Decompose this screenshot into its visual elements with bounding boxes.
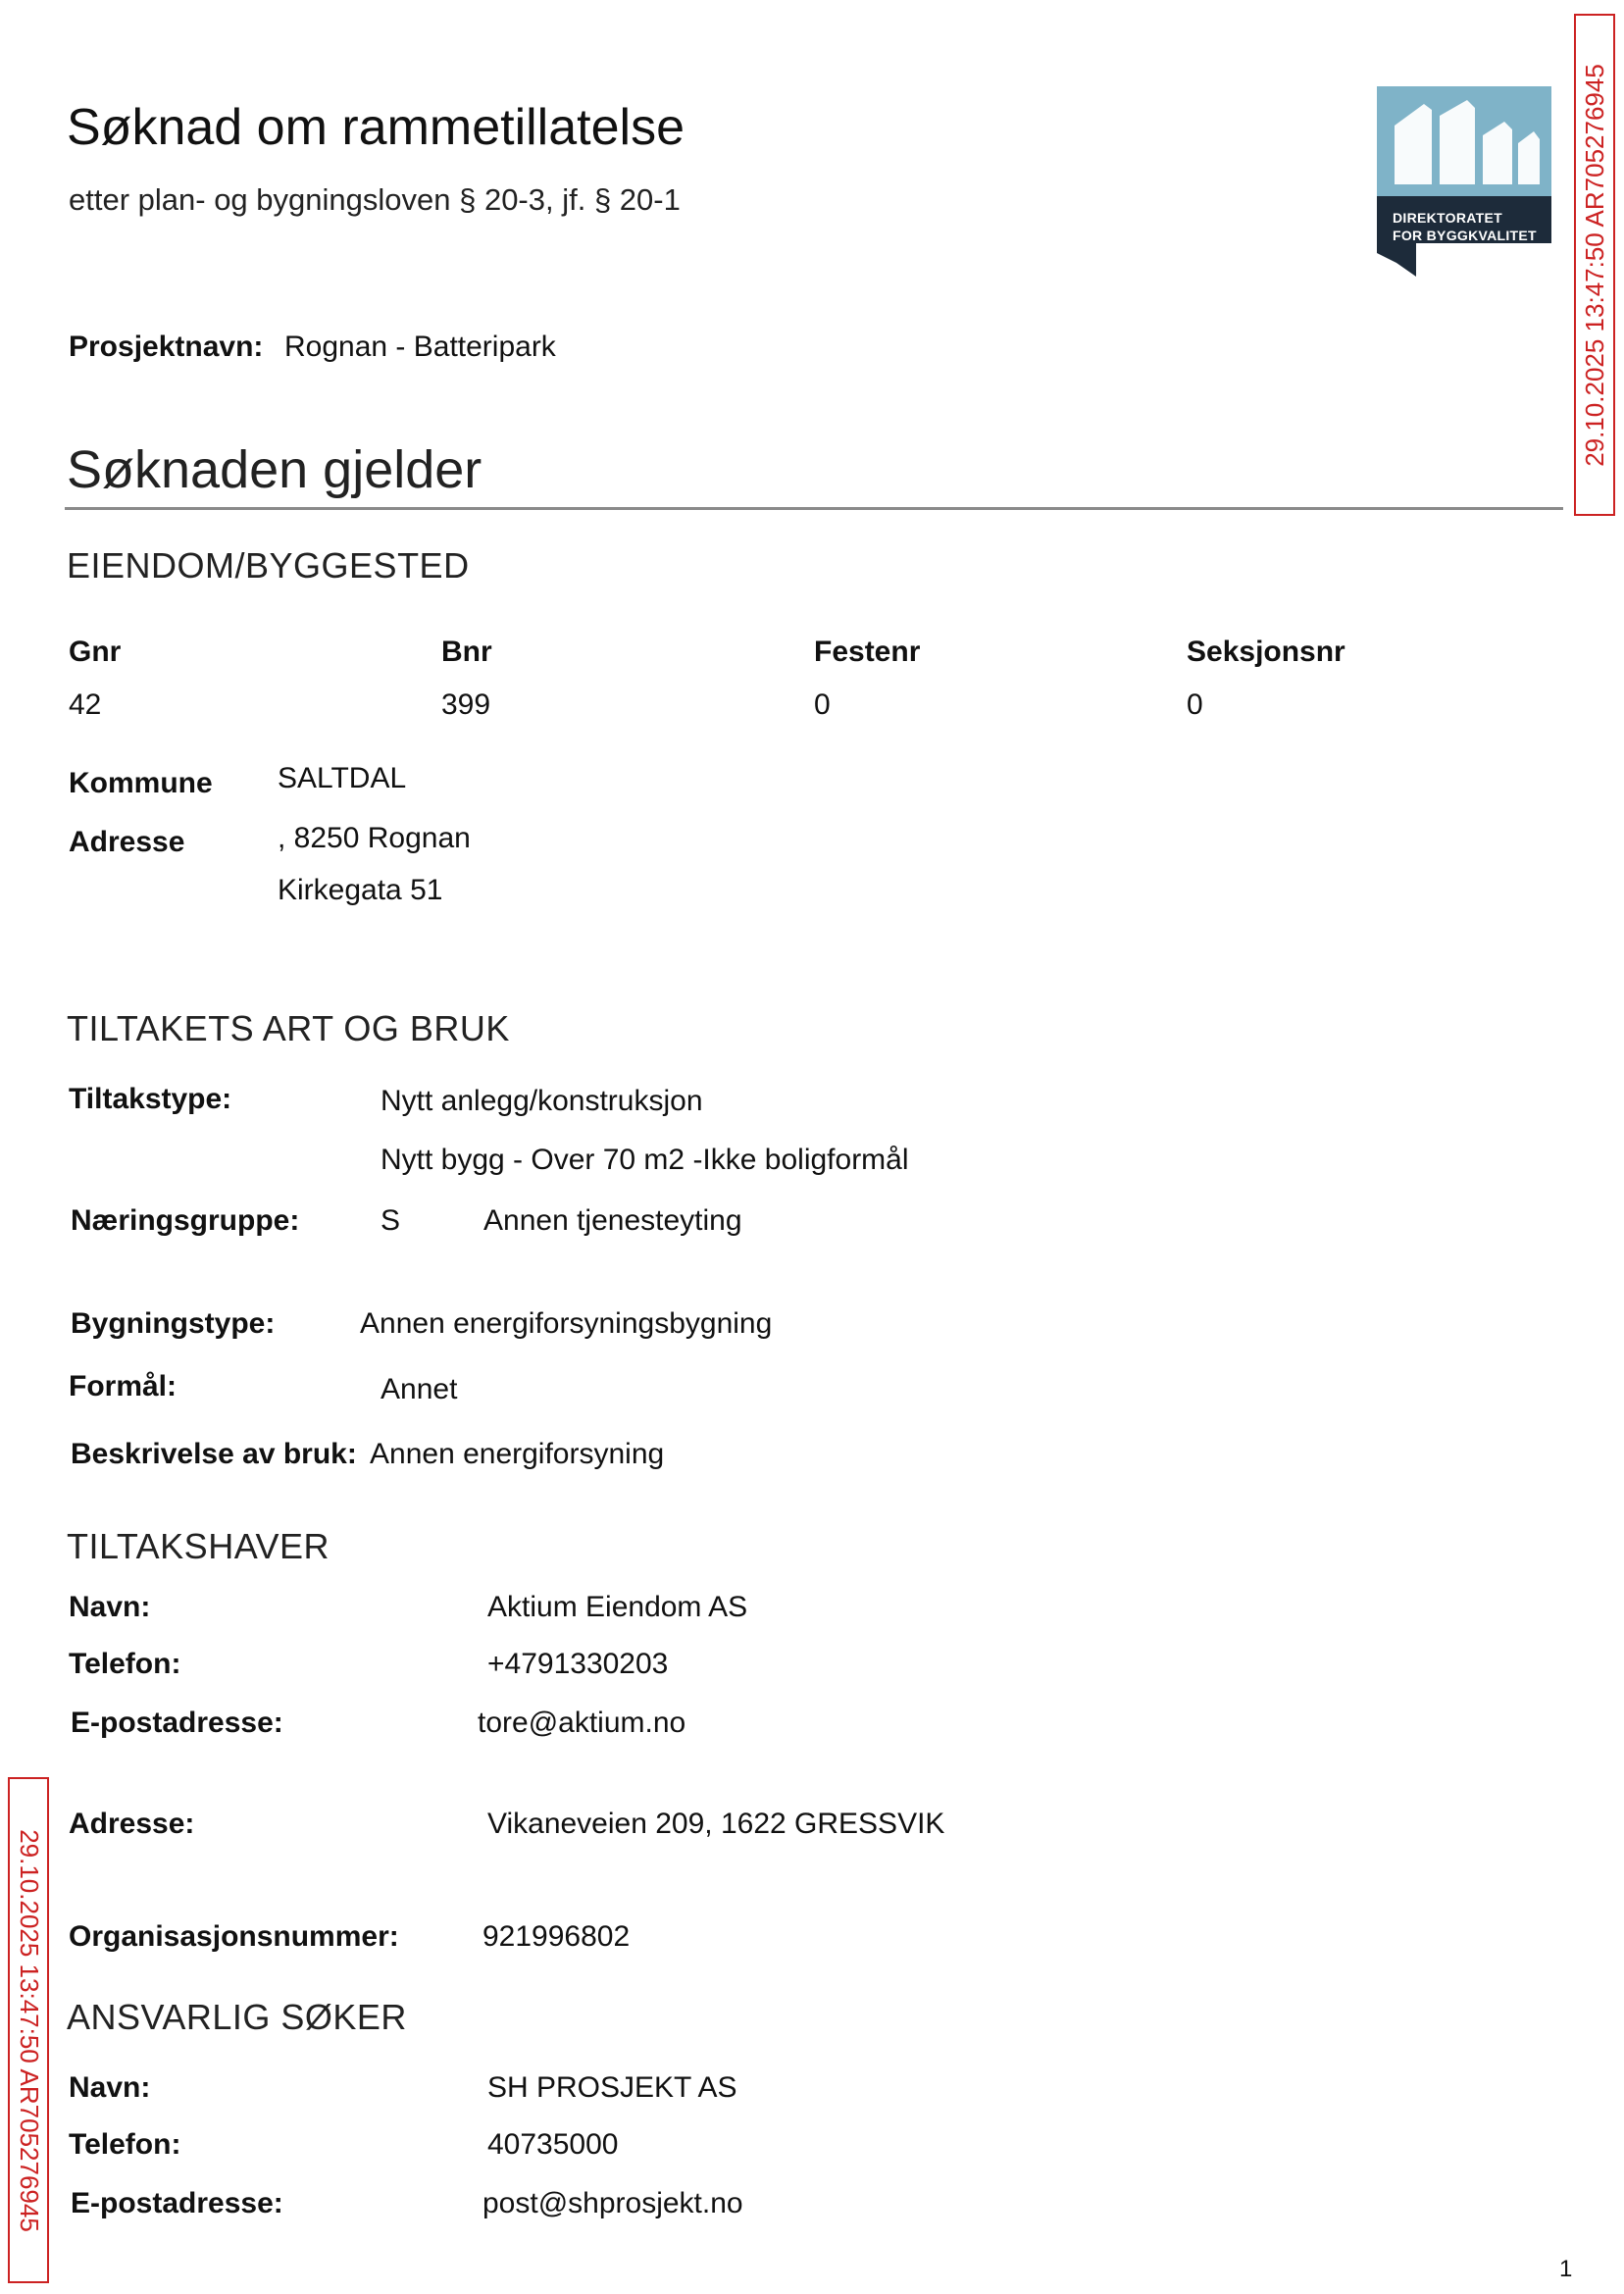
project-name-value: Rognan - Batteripark <box>284 331 556 363</box>
kommune-label: Kommune <box>69 767 213 799</box>
logo-text-line2: FOR BYGGKVALITET <box>1393 228 1537 243</box>
beskrivelse-value: Annen energiforsyning <box>370 1438 665 1470</box>
date-stamp-right <box>1574 14 1615 516</box>
bnr-value: 399 <box>441 688 491 721</box>
document-subtitle: etter plan- og bygningsloven § 20-3, jf. § 20-1 <box>69 182 681 217</box>
seksjonsnr-label: Seksjonsnr <box>1187 636 1345 668</box>
kommune-value: SALTDAL <box>278 762 407 794</box>
owner-address-label: Adresse: <box>69 1808 195 1840</box>
formal-label: Formål: <box>69 1370 178 1402</box>
applicant-email-label: E-postadresse: <box>71 2187 283 2219</box>
tiltakstype-value-1: Nytt anlegg/konstruksjon <box>381 1085 703 1117</box>
owner-name-value: Aktium Eiendom AS <box>487 1591 748 1623</box>
formal-value: Annet <box>381 1373 458 1405</box>
owner-orgnr-label: Organisasjonsnummer: <box>69 1920 399 1953</box>
owner-phone-label: Telefon: <box>69 1648 181 1680</box>
applicant-email-value: post@shprosjekt.no <box>482 2187 743 2219</box>
owner-email-label: E-postadresse: <box>71 1707 283 1739</box>
page-number: 1 <box>1559 2256 1573 2282</box>
date-stamp-left <box>8 1777 49 2283</box>
address-line2: Kirkegata 51 <box>278 874 443 906</box>
tiltakstype-label: Tiltakstype: <box>69 1083 232 1115</box>
applicant-name-value: SH PROSJEKT AS <box>487 2071 737 2104</box>
naeringsgruppe-code: S <box>381 1204 401 1237</box>
applicant-name-label: Navn: <box>69 2071 151 2104</box>
owner-name-label: Navn: <box>69 1591 151 1623</box>
owner-phone-value: +4791330203 <box>487 1648 669 1680</box>
gnr-value: 42 <box>69 688 102 721</box>
festenr-label: Festenr <box>814 636 921 668</box>
property-heading: EIENDOM/BYGGESTED <box>67 545 470 586</box>
section-heading: Søknaden gjelder <box>67 440 482 499</box>
naeringsgruppe-label: Næringsgruppe: <box>71 1204 300 1237</box>
logo-text-line1: DIREKTORATET <box>1393 210 1502 226</box>
bygningstype-value: Annen energiforsyningsbygning <box>360 1307 773 1340</box>
applicant-heading: ANSVARLIG SØKER <box>67 1997 407 2037</box>
date-stamp-text: 29.10.2025 13:47:50 AR705276945 <box>14 1828 44 2232</box>
owner-heading: TILTAKSHAVER <box>67 1526 330 1566</box>
tiltakstype-value-2: Nytt bygg - Over 70 m2 -Ikke boligformål <box>381 1144 909 1176</box>
bygningstype-label: Bygningstype: <box>71 1307 276 1340</box>
date-stamp-text: 29.10.2025 13:47:50 AR705276945 <box>1579 63 1609 467</box>
applicant-phone-label: Telefon: <box>69 2128 181 2161</box>
owner-address-value: Vikaneveien 209, 1622 GRESSVIK <box>487 1808 945 1840</box>
festenr-value: 0 <box>814 688 831 721</box>
project-name-label: Prosjektnavn: <box>69 331 264 363</box>
document-title: Søknad om rammetillatelse <box>67 99 685 156</box>
applicant-phone-value: 40735000 <box>487 2128 619 2161</box>
address-line1: , 8250 Rognan <box>278 822 471 854</box>
owner-orgnr-value: 921996802 <box>482 1920 631 1953</box>
seksjonsnr-value: 0 <box>1187 688 1203 721</box>
bnr-label: Bnr <box>441 636 492 668</box>
owner-email-value: tore@aktium.no <box>478 1707 686 1739</box>
naeringsgruppe-value: Annen tjenesteyting <box>483 1204 742 1237</box>
beskrivelse-label: Beskrivelse av bruk: <box>71 1438 357 1470</box>
section-divider <box>65 507 1563 510</box>
gnr-label: Gnr <box>69 636 122 668</box>
measure-heading: TILTAKETS ART OG BRUK <box>67 1008 510 1048</box>
address-label: Adresse <box>69 826 185 858</box>
dibk-logo <box>1377 86 1551 277</box>
